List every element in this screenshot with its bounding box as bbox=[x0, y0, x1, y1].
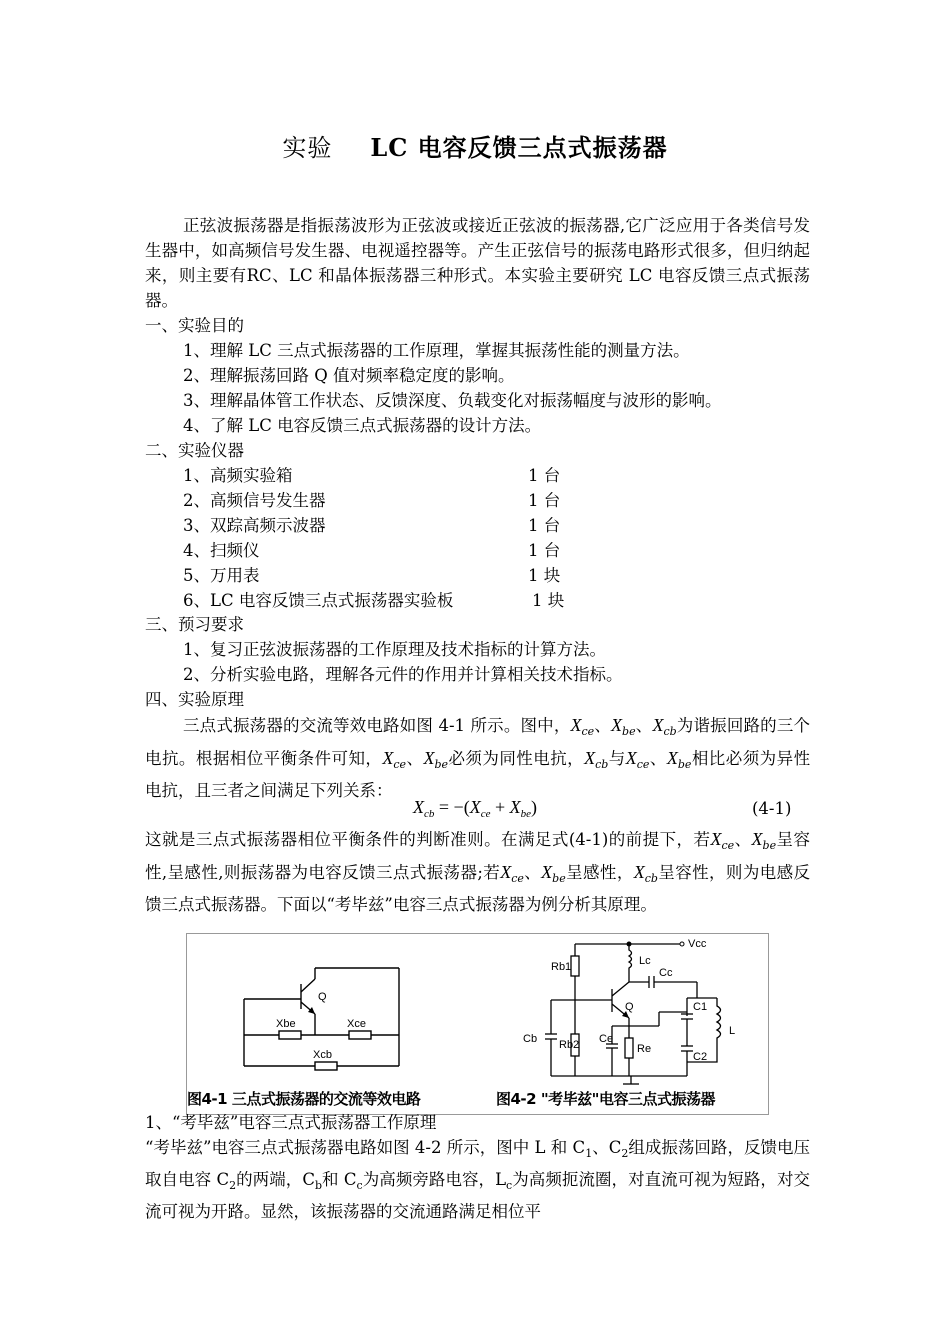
svg-text:Q: Q bbox=[318, 991, 327, 1003]
equation-number: (4-1) bbox=[752, 799, 792, 818]
svg-text:Lc: Lc bbox=[639, 955, 651, 967]
principle-paragraph-1: 三点式振荡器的交流等效电路如图 4-1 所示。图中，$X_{ce}$、$X_{be}$、$X_{cb}$为谐振回路的三个电抗。根据相位平衡条件可知，$X_{ce}$、$X_{be}$必须为同性电抗，$X_{cb}$与$X_{ce}$、$X_{be}$相比必须为异性电抗，且三者之间满足下列关系： bbox=[145, 715, 811, 800]
instrument-qty: 1 块 bbox=[528, 566, 561, 585]
fig1-labels bbox=[276, 991, 366, 1061]
principle-paragraph-2: 这就是三点式振荡器相位平衡条件的判断准则。在满足式(4-1)的前提下，若$X_{ce}$、$X_{be}$呈容性,呈感性,则振荡器为电容反馈三点式振荡器;若$X_{ce}$、$X_{be}$呈感性，$X_{cb}$呈容性，则为电感反馈三点式振荡器。下面以“考毕兹”电容三点式振荡器为例分析其原理。 bbox=[145, 829, 811, 914]
node-dot bbox=[627, 942, 632, 947]
svg-text:Xce: Xce bbox=[347, 1018, 366, 1030]
fig2-circuit bbox=[545, 944, 721, 1084]
subsection-paragraph: “考毕兹”电容三点式振荡器电路如图 4-2 所示，图中 L 和 $C_1$、$C_2$组成振荡回路，反馈电压取自电容 $C_2$的两端，$C_b$和 $C_c$为高频旁路电容，$L_c$为高频扼流圈，对直流可视为短路，对交流可视为开路。显然，该振荡器的交流通路满足相位平 bbox=[145, 1138, 811, 1221]
circuit-diagrams bbox=[187, 934, 768, 1114]
figure-caption-4-1: 图4-1 三点式振荡器的交流等效电路 bbox=[187, 1090, 421, 1108]
instrument-qty: 1 台 bbox=[528, 466, 561, 485]
equation-4-1: $X_{cb} = -(X_{ce} + X_{be})$ bbox=[413, 797, 537, 820]
svg-text:Rb2: Rb2 bbox=[559, 1039, 580, 1051]
instrument-name: 1、高频实验箱 bbox=[183, 466, 293, 485]
subsection-heading: 1、“考毕兹”电容三点式振荡器工作原理 bbox=[145, 1113, 437, 1132]
svg-text:Vcc: Vcc bbox=[688, 938, 707, 950]
intro-paragraph: 正弦波振荡器是指振荡波形为正弦波或接近正弦波的振荡器,它广泛应用于各类信号发生器中，如高频信号发生器、电视遥控器等。产生正弦信号的振荡电路形式很多，但归纳起来，则主要有RC、LC 和晶体振荡器三种形式。本实验主要研究 LC 电容反馈三点式振荡器。 bbox=[145, 216, 810, 310]
section-heading-principle: 四、实验原理 bbox=[145, 690, 244, 709]
prep-item: 1、复习正弦波振荡器的工作原理及技术指标的计算方法。 bbox=[183, 640, 606, 659]
svg-text:L: L bbox=[729, 1025, 736, 1037]
instrument-name: 2、高频信号发生器 bbox=[183, 491, 326, 510]
objective-item: 4、了解 LC 电容反馈三点式振荡器的设计方法。 bbox=[183, 416, 542, 435]
instrument-name: 5、万用表 bbox=[183, 566, 260, 585]
section-heading-prep: 三、预习要求 bbox=[145, 615, 244, 634]
svg-text:Cc: Cc bbox=[659, 967, 673, 979]
svg-text:Xcb: Xcb bbox=[313, 1049, 332, 1061]
objective-item: 2、理解振荡回路 Q 值对频率稳定度的影响。 bbox=[183, 366, 515, 385]
instrument-qty: 1 台 bbox=[528, 541, 561, 560]
svg-text:Q: Q bbox=[625, 1001, 634, 1013]
figure-caption-4-2: 图4-2 "考毕兹"电容三点式振荡器 bbox=[496, 1090, 715, 1108]
prep-item: 2、分析实验电路，理解各元件的作用并计算相关技术指标。 bbox=[183, 665, 623, 684]
svg-text:Rb1: Rb1 bbox=[551, 961, 572, 973]
svg-text:Cb: Cb bbox=[523, 1033, 538, 1045]
svg-text:Xbe: Xbe bbox=[276, 1018, 296, 1030]
svg-text:C2: C2 bbox=[693, 1051, 708, 1063]
section-heading-objectives: 一、实验目的 bbox=[145, 316, 244, 335]
instrument-name: 3、双踪高频示波器 bbox=[183, 516, 326, 535]
instrument-name: 6、LC 电容反馈三点式振荡器实验板 bbox=[183, 591, 454, 610]
section-heading-instruments: 二、实验仪器 bbox=[145, 441, 244, 460]
objective-item: 3、理解晶体管工作状态、反馈深度、负载变化对振荡幅度与波形的影响。 bbox=[183, 391, 722, 410]
instrument-name: 4、扫频仪 bbox=[183, 541, 260, 560]
vcc-terminal bbox=[680, 942, 684, 946]
instrument-qty: 1 块 bbox=[532, 591, 565, 610]
instrument-qty: 1 台 bbox=[528, 491, 561, 510]
svg-text:C1: C1 bbox=[693, 1001, 708, 1013]
svg-text:Re: Re bbox=[637, 1043, 652, 1055]
instrument-qty: 1 台 bbox=[528, 516, 561, 535]
page-title: 实验 LC 电容反馈三点式振荡器 bbox=[282, 133, 668, 162]
svg-text:Ce: Ce bbox=[599, 1033, 614, 1045]
objective-item: 1、理解 LC 三点式振荡器的工作原理，掌握其振荡性能的测量方法。 bbox=[183, 341, 690, 360]
